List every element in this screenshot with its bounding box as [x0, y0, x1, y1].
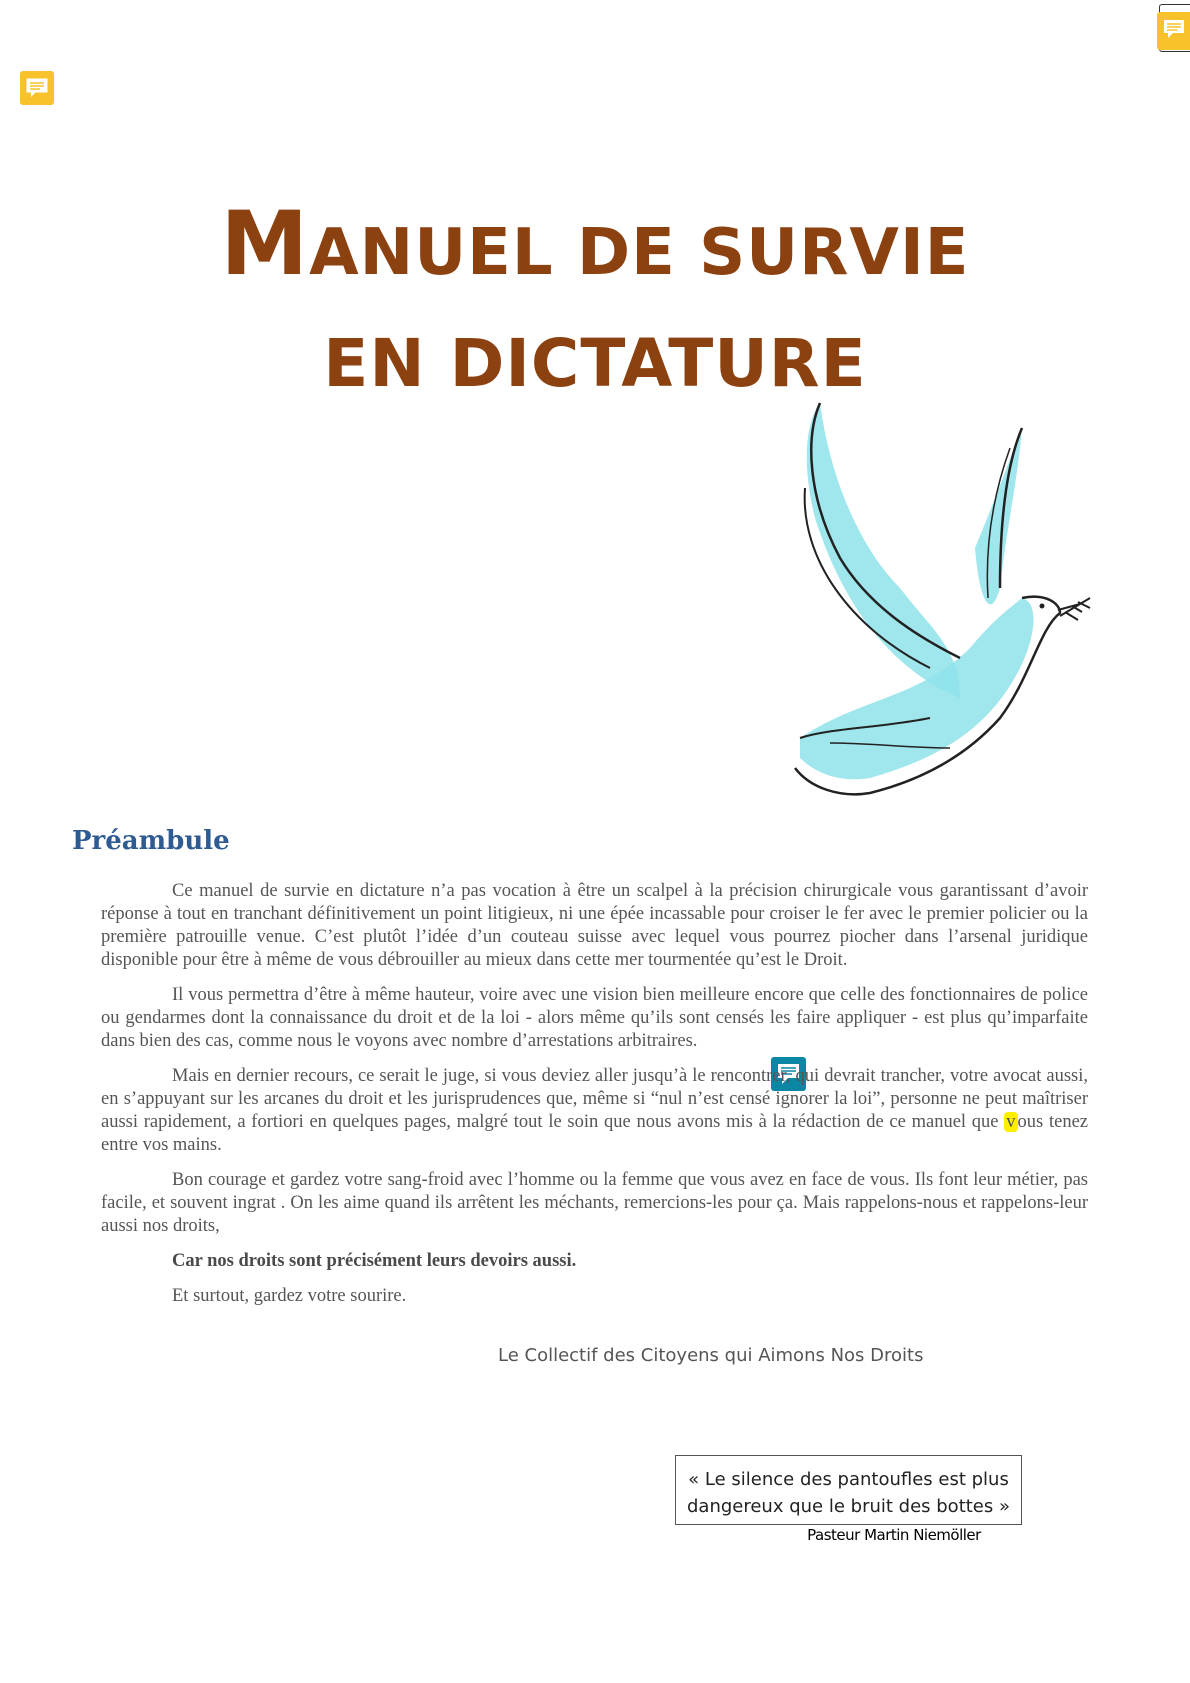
paragraph: Il vous permettra d’être à même hauteur, voire avec une vision bien meilleure encore que celle des fonctionnaires de police ou gendarmes dont la connaissance du droit et de la loi - alors même qu’ils sont censés les faire appliquer - est plus qu’imparfaite dans bien des cas, comme nous le voyons avec nombre d’arrestations arbitraires. [101, 985, 1088, 1051]
quote-line: dangereux que le bruit des bottes » [686, 1496, 1010, 1517]
quote-line: « Le silence des pantoufles est plus [688, 1469, 1009, 1490]
paragraph [101, 1065, 1088, 1157]
signature: Le Collectif des Citoyens qui Aimons Nos Droits [498, 1345, 924, 1366]
closing-line: Et surtout, gardez votre sourire. [172, 1286, 407, 1306]
paragraph: Ce manuel de survie en dictature n’a pas vocation à être un scalpel à la précision chirurgicale vous garantissant d’avoir réponse à tout en tranchant définitivement un point litigieux, ni une épée incassable pour croiser le fer avec le premier policier ou la première patrouille venue. C’est plutôt l’idée d’un couteau suisse avec lequel vous pourrez piocher dans l’arsenal juridique disponible pour être à même de vous débrouiller au mieux dans cette mer tourmentée qu’est le Droit. [101, 881, 1088, 970]
quote-box [675, 1455, 1022, 1525]
paragraph-text: Mais en dernier recours, ce serait le juge, si vous deviez aller jusqu’à le rencontrer, qui devrait trancher, votre avocat aussi, en s’appuyant sur les arcanes du droit et les jurisprudences que, même si “nul n’est censé ignorer la loi”, personne ne peut maîtriser aussi rapidement, a fortiori en quelques pages, malgré tout le soin que nous avons mis à la rédaction de ce manuel que [101, 1066, 1088, 1132]
dove-illustration [760, 398, 1100, 848]
title-rest: ANUEL DE SURVIE [309, 216, 970, 290]
quote-author: Pasteur Martin Niemöller [786, 1526, 1002, 1544]
body-text [101, 880, 1088, 1320]
section-heading: Préambule [72, 826, 230, 856]
comment-note-icon[interactable] [1157, 12, 1190, 50]
document-title-line1 [0, 192, 1190, 295]
document-title-line2: EN DICTATURE [323, 325, 867, 402]
highlight-annotation[interactable]: v [1006, 1112, 1016, 1132]
comment-note-icon[interactable] [20, 71, 54, 105]
title-initial: M [220, 192, 310, 295]
paragraph: Bon courage et gardez votre sang-froid avec l’homme ou la femme que vous avez en face de vous. Ils font leur métier, pas facile, et souvent ingrat . On les aime quand ils arrêtent les méchants, remercions-les pour ça. Mais rappelons-nous et rappelons-leur aussi nos droits, [101, 1170, 1088, 1236]
bold-line: Car nos droits sont précisément leurs devoirs aussi. [172, 1251, 577, 1271]
paragraph-text: ous tenez entre vos mains. [101, 1112, 1088, 1155]
